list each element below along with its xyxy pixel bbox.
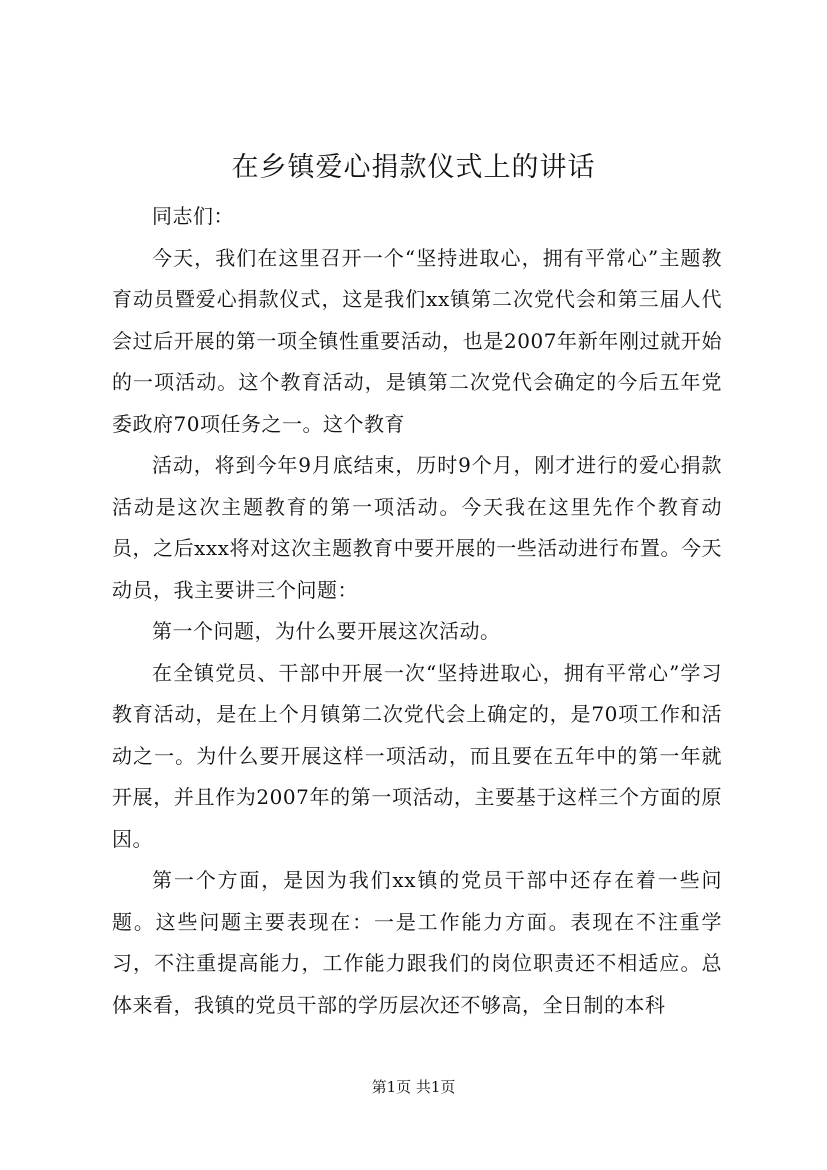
body-paragraph: 活动，将到今年9月底结束，历时9个月，刚才进行的爱心捐款活动是这次主题教育的第一项活动。今天我在这里先作个教育动员，之后xxx将对这次主题教育中要开展的一些活动进行布置。今天动员，我主要讲三个问题： [112,453,722,602]
document-title: 在乡镇爱心捐款仪式上的讲话 [231,152,596,183]
document-body [112,196,722,1026]
body-paragraph: 第一个方面，是因为我们xx镇的党员干部中还存在着一些问题。这些问题主要表现在：一是工作能力方面。表现在不注重学习，不注重提高能力，工作能力跟我们的岗位职责还不相适应。总体来看，我镇的党员干部的学历层次还不够高，全日制的本科 [112,868,722,1017]
body-paragraph: 今天，我们在这里召开一个“坚持进取心，拥有平常心”主题教育动员暨爱心捐款仪式，这是我们xx镇第二次党代会和第三届人代会过后开展的第一项全镇性重要活动，也是2007年新年刚过就开始的一项活动。这个教育活动，是镇第二次党代会确定的今后五年党委政府70项任务之一。这个教育 [112,245,722,436]
body-paragraph: 在全镇党员、干部中开展一次“坚持进取心，拥有平常心”学习教育活动，是在上个月镇第二次党代会上确定的，是70项工作和活动之一。为什么要开展这样一项活动，而且要在五年中的第一年就开展，并且作为2007年的第一项活动，主要基于这样三个方面的原因。 [112,660,722,851]
page-footer: 第1页 共1页 [371,1078,456,1096]
salutation-paragraph: 同志们： [152,204,234,228]
section-heading-paragraph: 第一个问题，为什么要开展这次活动。 [152,619,501,643]
